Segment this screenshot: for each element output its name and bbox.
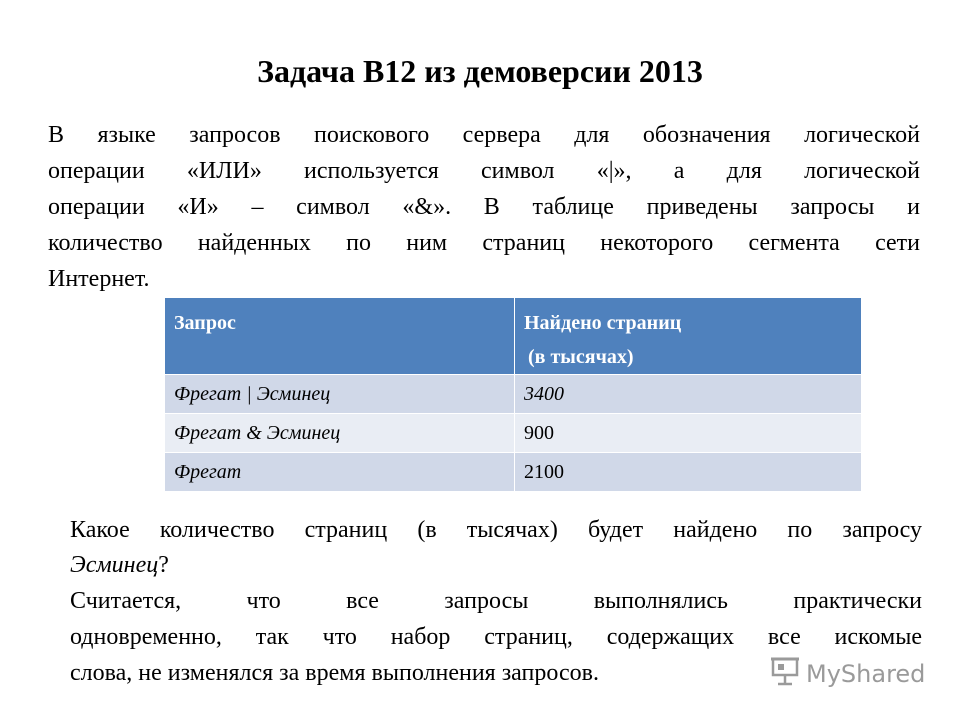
header-query: Запрос xyxy=(165,298,515,375)
watermark xyxy=(770,656,925,692)
queries-table xyxy=(164,297,862,492)
intro-line: В языке запросов поискового сервера для обозначения логической xyxy=(48,122,920,148)
header-found-line2: (в тысячах) xyxy=(528,346,634,368)
watermark-text: MyShared xyxy=(806,660,926,688)
presentation-board-icon xyxy=(770,656,800,692)
intro-line: операции «И» – символ «&». В таблице приведены запросы и xyxy=(48,194,920,220)
table-row xyxy=(165,375,862,414)
slide-title: Задача В12 из демоверсии 2013 xyxy=(257,53,703,89)
query-cell: Фрегат xyxy=(165,453,515,492)
table-row xyxy=(165,414,862,453)
header-found xyxy=(515,298,862,375)
count-cell: 3400 xyxy=(515,375,862,414)
intro-line: количество найденных по ним страниц некоторого сегмента сети xyxy=(48,230,920,256)
question-mark: ? xyxy=(158,552,169,578)
question-query: Эсминец xyxy=(70,552,159,578)
header-found-line1: Найдено страниц xyxy=(524,312,682,334)
count-cell: 900 xyxy=(515,414,862,453)
count-cell: 2100 xyxy=(515,453,862,492)
query-cell: Фрегат & Эсминец xyxy=(165,414,515,453)
table-row xyxy=(165,453,862,492)
query-cell: Фрегат | Эсминец xyxy=(165,375,515,414)
intro-line: Интернет. xyxy=(48,266,150,292)
note-line: Считается, что все запросы выполнялись практически xyxy=(70,588,922,614)
table-header-row xyxy=(165,298,862,375)
note-line: одновременно, так что набор страниц, содержащих все искомые xyxy=(70,624,922,650)
question-line: Какое количество страниц (в тысячах) будет найдено по запросу xyxy=(70,517,922,543)
question-line xyxy=(70,547,922,583)
intro-line: операции «ИЛИ» используется символ «|», а для логической xyxy=(48,158,920,184)
note-line: слова, не изменялся за время выполнения запросов. xyxy=(70,660,599,686)
